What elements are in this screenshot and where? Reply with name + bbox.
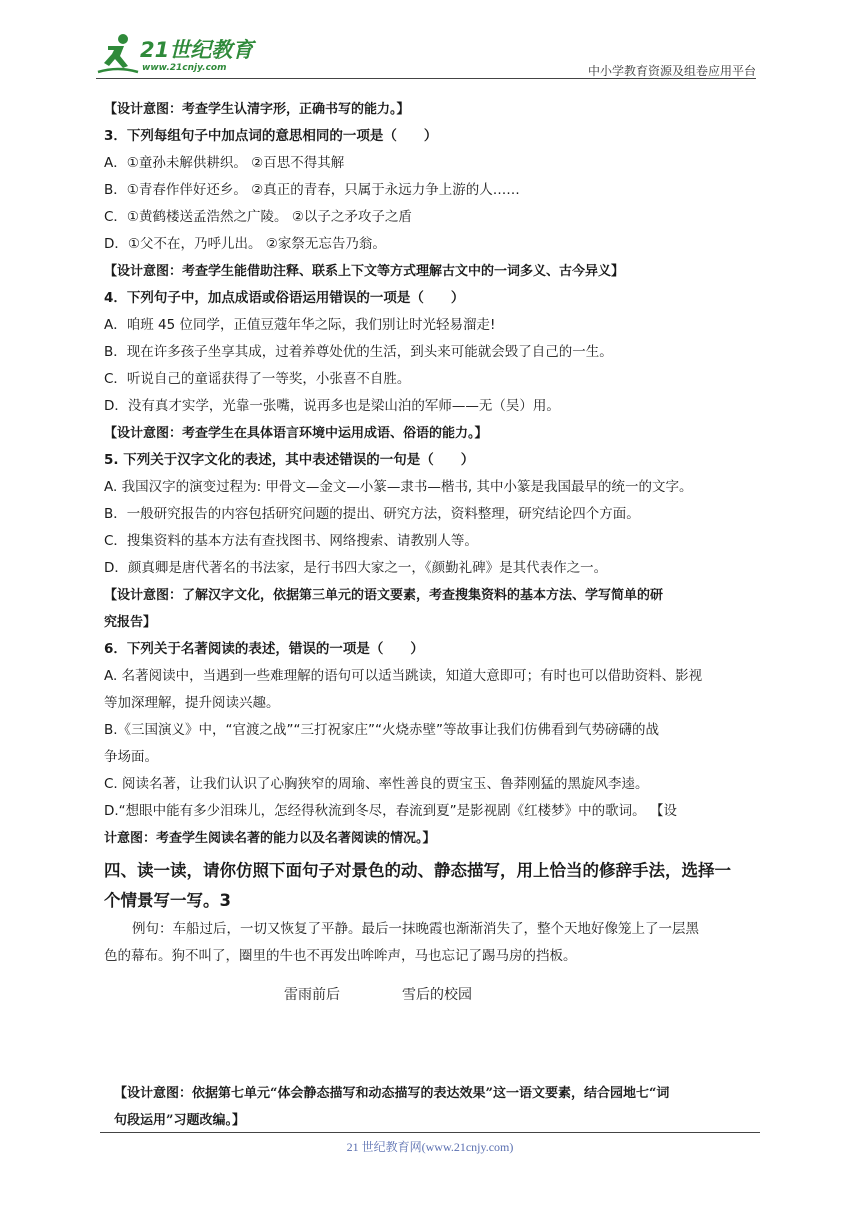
page-header	[96, 28, 756, 78]
text-line: 争场面。	[104, 749, 158, 765]
question-stem: 6．下列关于名著阅读的表述，错误的一项是（ ）	[104, 641, 424, 657]
scene-option-2: 雪后的校园	[402, 987, 472, 1003]
platform-name: 中小学教育资源及组卷应用平台	[587, 64, 756, 78]
header-divider	[96, 78, 756, 79]
design-intent-line: 【设计意图：了解汉字文化，依据第三单元的语文要素，考查搜集资料的基本方法、学写简单的研	[104, 588, 664, 603]
runner-logo-icon	[96, 32, 140, 76]
design-intent-bottom	[114, 1080, 764, 1134]
text-line: D．①父不在，乃呼儿出。 ②家祭无忘告乃翁。	[104, 236, 386, 252]
text-line: 色的幕布。狗不叫了，圈里的牛也不再发出哞哞声，马也忘记了踢马房的挡板。	[104, 948, 577, 964]
text-line: D.“想眼中能有多少泪珠儿，怎经得秋流到冬尽，春流到夏”是影视剧《红楼梦》中的歌词。 【设	[104, 803, 677, 819]
text-line: C．①黄鹤楼送孟浩然之广陵。 ②以子之矛攻子之盾	[104, 209, 412, 225]
design-intent-line: 【设计意图：考查学生在具体语言环境中运用成语、俗语的能力。】	[104, 426, 488, 441]
section-heading: 个情景写一写。3	[104, 891, 231, 910]
text-line: B．现在许多孩子坐享其成，过着养尊处优的生活，到头来可能就会毁了自己的一生。	[104, 344, 613, 360]
text-line: C．听说自己的童谣获得了一等奖，小张喜不自胜。	[104, 371, 411, 387]
text-line: A. 我国汉字的演变过程为: 甲骨文—金文—小篆—隶书—楷书, 其中小篆是我国最早的统一的文字。	[104, 479, 693, 495]
text-line: 等加深理解，提升阅读兴趣。	[104, 695, 280, 711]
design-intent-line: 究报告】	[104, 615, 157, 630]
text-line: A. 名著阅读中，当遇到一些难理解的语句可以适当跳读，知道大意即可；有时也可以借助资料、影视	[104, 668, 703, 684]
text-line: C. 阅读名著，让我们认识了心胸狭窄的周瑜、率性善良的贾宝玉、鲁莽刚猛的黑旋风李逵。	[104, 776, 649, 792]
text-line: C．搜集资料的基本方法有查找图书、网络搜索、请教别人等。	[104, 533, 478, 549]
question-content	[104, 96, 764, 970]
logo	[96, 32, 296, 76]
page-footer: 21 世纪教育网(www.21cnjy.com)	[346, 1140, 514, 1154]
question-stem: 5. 下列关于汉字文化的表述，其中表述错误的一句是（ ）	[104, 452, 475, 468]
logo-name: 21世纪教育	[140, 38, 254, 62]
design-intent-line: 【设计意图：依据第七单元“体会静态描写和动态描写的表达效果”这一语文要素，结合园地七“词	[114, 1086, 670, 1101]
section-heading: 四、读一读，请你仿照下面句子对景色的动、静态描写，用上恰当的修辞手法，选择一	[104, 861, 731, 880]
design-intent-line: 句段运用”习题改编。】	[114, 1113, 245, 1128]
question-stem: 4．下列句子中，加点成语或俗语运用错误的一项是（ ）	[104, 290, 465, 306]
question-stem: 3．下列每组句子中加点词的意思相同的一项是（ ）	[104, 128, 438, 144]
scene-option-1: 雷雨前后	[284, 987, 340, 1003]
text-line: D．颜真卿是唐代著名的书法家，是行书四大家之一，《颜勤礼碑》是其代表作之一。	[104, 560, 608, 576]
design-intent-line: 计意图：考查学生阅读名著的能力以及名著阅读的情况。】	[104, 831, 436, 846]
text-line: 例句：车船过后，一切又恢复了平静。最后一抹晚霞也渐渐消失了，整个天地好像笼上了一层黑	[132, 921, 699, 937]
design-intent-line: 【设计意图：考查学生能借助注释、联系上下文等方式理解古文中的一词多义、古今异义】	[104, 264, 625, 279]
text-line: B．一般研究报告的内容包括研究问题的提出、研究方法，资料整理，研究结论四个方面。	[104, 506, 640, 522]
footer-divider	[100, 1132, 760, 1133]
text-line: B．①青春作伴好还乡。 ②真正的青春，只属于永远力争上游的人……	[104, 182, 520, 198]
text-line: A．①童孙未解供耕织。 ②百思不得其解	[104, 155, 345, 171]
text-line: B.《三国演义》中，“官渡之战”“三打祝家庄”“火烧赤壁”等故事让我们仿佛看到气势磅礴的战	[104, 722, 660, 738]
logo-url: www.21cnjy.com	[142, 63, 227, 73]
text-line: D．没有真才实学，光靠一张嘴，说再多也是梁山泊的军师——无（吴）用。	[104, 398, 560, 414]
text-line: A．咱班 45 位同学，正值豆蔻年华之际，我们别让时光轻易溜走!	[104, 317, 496, 333]
design-intent-line: 【设计意图：考查学生认清字形，正确书写的能力。】	[104, 102, 410, 117]
